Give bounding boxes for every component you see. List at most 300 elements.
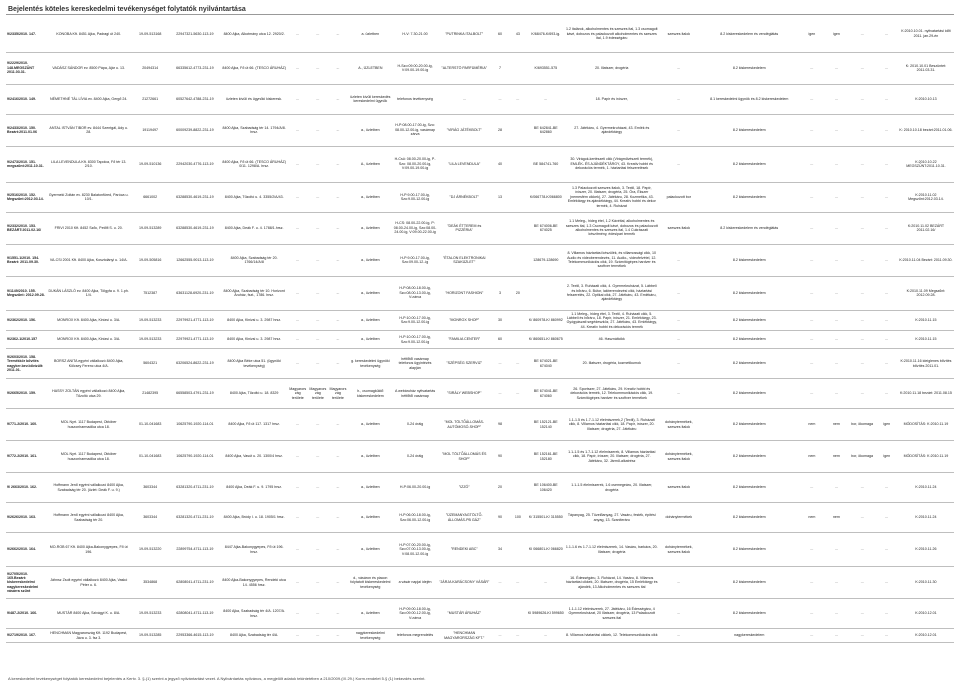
table-cell: H-P:08.00-18.00-ig, Szo:08.00-13.00-ig, V:zárva [393, 276, 438, 310]
table-cell: ... [328, 599, 348, 629]
table-cell: "MUSTÁR ÁRUHÁZ" [437, 599, 491, 629]
table-cell: telefonos megrendelés [393, 629, 438, 643]
table-cell [509, 146, 527, 182]
table-cell: K:2010.12.01 [898, 629, 954, 643]
table-cell: 20 [491, 473, 509, 503]
table-cell: K:2010.12.01 [898, 599, 954, 629]
table-cell: 8400 Ajka, Alkotmány utca 12. 2920/2. [221, 16, 288, 52]
table-cell: 8.2 kiskereskedelem [699, 276, 800, 310]
table-cell: ... [659, 276, 699, 310]
table-cell: 21272661 [131, 84, 169, 114]
table-cell: "LILA LEVENDULA" [437, 146, 491, 182]
table-cell: 9/1551-1/2010. 154. Bezárt: 2011.09.30. [6, 244, 46, 276]
table-cell: ... [328, 409, 348, 441]
table-cell: 22953366-4615-113-19 [169, 629, 220, 643]
table-cell: 7512387 [131, 276, 169, 310]
table-cell: 7 [491, 52, 509, 84]
table-cell: H-CS: 08.00-22.00-ig, P: 08.00-24.00-ig, Szo:08.00-24.00-ig, V:09.00-22.00-ig [393, 212, 438, 244]
table-cell: ... [876, 379, 898, 409]
table-cell: 9/2473/2010. 151. megszűnt:2011.10.31. [6, 146, 46, 182]
table-cell: 19-09-513233 [131, 599, 169, 629]
table-cell: H-V: 7.30-21.00 [393, 16, 438, 52]
table-cell: VADÁSZ SÁNDOR ev. 8500 Pápa, Ajár u. 13. [46, 52, 131, 84]
table-cell: BE 106400-BE 106420 [527, 473, 565, 503]
table-cell: K:2010.11.16 ideiglenes bővítés bővítés 2011.01. [898, 349, 954, 379]
table-cell: ... [849, 349, 876, 379]
table-cell: ... [328, 533, 348, 567]
table-cell: H-P:9.00-17.00-ig, Szo:09.00-12.-ig [393, 244, 438, 276]
table-cell: ... [800, 244, 825, 276]
table-cell: 9/2229/2010. 148.MEGSZŰNT 2011.03.31. [6, 52, 46, 84]
table-cell: bor, ökomaga [849, 409, 876, 441]
table-cell: 1.1 Meleg-, hideg étel, 1.2 Kávéital, alkoholmentes és szeszes ital, 1.3 Csomagolt kávé, dobozos és palackozott alkoholmentes és szeszes ital, 1.4 Cukrászati készítmény, édesipari termék [565, 212, 659, 244]
table-cell: ... [824, 146, 849, 182]
table-cell: 8400 Ajka-Bakonygyepes, Rendeki utca 14. 4556 hrsz. [221, 567, 288, 599]
table-cell: ... [288, 533, 308, 567]
table-cell: K:2010.11.15 [898, 310, 954, 331]
table-cell: a., üzletben [348, 310, 393, 331]
table-cell: ... [288, 146, 308, 182]
table-cell: ... [659, 84, 699, 114]
table-cell: ... [824, 212, 849, 244]
table-cell: K:2010.10.22 MEGSZŰNT:2011.10.31. [898, 146, 954, 182]
table-cell [509, 182, 527, 212]
table-cell: H-P:07.00-20.00-ig, Szo:07.00-13.00-ig, V:08.00-12.00-ig [393, 533, 438, 567]
table-cell: igen [800, 16, 825, 52]
table-cell: 28 [491, 114, 509, 146]
table-cell: ... [876, 503, 898, 533]
register-table-body [6, 16, 954, 643]
table-cell: ... [800, 146, 825, 182]
table-cell [509, 409, 527, 441]
table-cell: K:2010.11.15 [898, 331, 954, 349]
table-cell: a., üzletben [348, 599, 393, 629]
table-row [6, 276, 954, 310]
table-cell [491, 212, 509, 244]
table-cell: "ÉTALON ELEKTRONIKAI SZAKÜZLET" [437, 244, 491, 276]
table-cell: 8.2 kiskereskedelem [699, 533, 800, 567]
table-cell: 01-10-041683 [131, 441, 169, 473]
table-cell: ... [659, 52, 699, 84]
table-cell: 8400 Ajka, Tűzoltó u. 18. 8329 [221, 379, 288, 409]
table-cell: 8.1 kereskedelmi ügynök és 8.2 kiskereskedelem [699, 84, 800, 114]
table-cell: a. üzletben [348, 16, 393, 52]
table-cell: nem [800, 409, 825, 441]
table-cell: ... [849, 533, 876, 567]
table-cell: 19-09-513168 [131, 16, 169, 52]
table-row [6, 310, 954, 331]
table-cell: 9/2603/2010. 158. Termékkör bővítés nagyker.bev.bővízült:2011.01. [6, 349, 46, 379]
table-cell: 8.2 kiskereskedelem és vendéglátás [699, 16, 800, 52]
table-cell: 8.2 kiskereskedelem [699, 182, 800, 212]
table-cell: ... [288, 441, 308, 473]
table-cell: ... [849, 567, 876, 599]
table-row [6, 473, 954, 503]
table-cell: ... [824, 473, 849, 503]
table-cell: 9/2626/2010. 163. [6, 503, 46, 533]
table-cell: ... [800, 114, 825, 146]
table-cell: 66558503-4791-231-19 [169, 379, 220, 409]
table-cell: Hoffmann Jenő egyéni vállalkozó 8400 Ajka, Szabadság tér 20. [46, 503, 131, 533]
table-cell: ... [288, 473, 308, 503]
table-cell: HASSY ZOLTÁN egyéni vállalkozó 8400 Ajka, Tűzoltó utca 29. [46, 379, 131, 409]
table-cell: ... [849, 599, 876, 629]
table-cell: KI 5989626-KI 599650 [527, 599, 565, 629]
table-cell: MOL Nyrt. 1117 Budapest, Október huszonharmadika utca 18. [46, 441, 131, 473]
table-cell: ... [876, 533, 898, 567]
table-cell: 22979921-4771-113-19 [169, 310, 220, 331]
table-cell: 10625790-1920-114-01 [169, 441, 220, 473]
table-cell: ... [659, 114, 699, 146]
table-cell: ... [527, 629, 565, 643]
table-cell: ... [288, 276, 308, 310]
table-cell: ... [288, 599, 308, 629]
table-cell [509, 331, 527, 349]
table-cell [509, 114, 527, 146]
table-row [6, 599, 954, 629]
table-cell: "VIRÁG JÁTÉKBOLT" [437, 114, 491, 146]
table-cell [509, 473, 527, 503]
table-cell: ... [308, 473, 328, 503]
table-cell: 40 [491, 146, 509, 182]
table-cell: ... [328, 473, 348, 503]
table-cell: 16. Édességáru, 3. Ruházat, 14. Vasáru, 8. Villamos háztartási cikkek, 20. Illatszer, drogéria, 15 Emléktárgy és ajándék, 13 Alkoholmentes és szeszes ital [565, 567, 659, 599]
table-cell: ... [849, 146, 876, 182]
table-cell: ... [800, 379, 825, 409]
table-cell: dohánytermékek, szeszes italok [659, 441, 699, 473]
table-cell: ... [308, 533, 328, 567]
table-cell: 1.1-1.5 és 1.7-1.12 élelmiszerek, 8. Villamos háztartási cikk, 18. Papír, írószer, 20. Illatszer, drogéria, 27. Játékáru, 32. Jármű-alkatrész [565, 441, 659, 473]
table-cell: ... [876, 331, 898, 349]
table-cell: ... [824, 52, 849, 84]
table-cell: ... [308, 310, 328, 331]
table-cell: K:2010.11.02 BEZÁRT 2011.02.16/ [898, 212, 954, 244]
table-cell: ... [876, 146, 898, 182]
table-cell: "RENDEKI ABC" [437, 533, 491, 567]
table-cell: ... [800, 629, 825, 643]
table-cell: 3 [491, 276, 509, 310]
table-cell: 1.1-1.5 élelmiszerek, 1.6 csemegeáru, 20. Illatszer, drogéria [565, 473, 659, 503]
table-cell: MÓDOSÍTÁS: K:2010.11.19 [898, 409, 954, 441]
table-cell: ... [288, 629, 308, 643]
table-cell: K/066778-K/066800 [527, 182, 565, 212]
table-cell: 8400 Ajka, Kinizsi u. 3. 2987 hrsz. [221, 310, 288, 331]
table-cell: H-P:10.00-17.00-ig, Szo:9.00-12.00-ig [393, 310, 438, 331]
table-cell: ... [824, 599, 849, 629]
table-cell: 3534868 [131, 567, 169, 599]
table-cell: NÉMETHNÉ TÁL LÍVIA ev. 8400 Ajka, Gergő 24. [46, 84, 131, 114]
table-cell: 66335612-4773-231-19 [169, 52, 220, 84]
table-cell: K: 2010.10.01 Beszüntet: 2011.03.31. [898, 52, 954, 84]
table-cell: ... [849, 310, 876, 331]
table-cell: 30. Virágok-kertészeti cikk (Virágművészeti termék), EMLÉK- ÉS AJÁNDÉKTÁRGY, 43. Kreatív hobbi és dekorációs termék, 1. háztartási felszerelések [565, 146, 659, 182]
table-cell: 9/771-2/2010. 160. [6, 409, 46, 441]
table-cell: 8.2 kiskereskedelem [699, 503, 800, 533]
table-cell: ... [800, 599, 825, 629]
table-cell: ... [849, 182, 876, 212]
table-cell: ... [328, 331, 348, 349]
table-cell: ... [824, 276, 849, 310]
table-cell: ... [328, 244, 348, 276]
table-cell: 9/2662/2010. 164. [6, 533, 46, 567]
table-row [6, 567, 954, 599]
table-cell: 3603344 [131, 473, 169, 503]
table-cell: ... [328, 567, 348, 599]
table-cell: 9/2362-1/2010.157 [6, 331, 46, 349]
table-cell: Magyarország területe [308, 379, 328, 409]
table-cell: ... [328, 349, 348, 379]
table-cell: 9/2719/2010. 167. [6, 629, 46, 643]
table-cell: "IZZÓ" [437, 473, 491, 503]
table-cell: ... [288, 114, 308, 146]
table-row [6, 182, 954, 212]
table-cell: ... [659, 146, 699, 182]
table-cell: a., üzletben [348, 441, 393, 473]
table-cell: ... [509, 84, 527, 114]
table-cell: MO-ROB 67 Kft. 8400 Ajka-Bakonygyepes, Fő út 196. [46, 533, 131, 567]
table-cell: 62808041-4711-231-19 [169, 567, 220, 599]
table-row [6, 16, 954, 52]
table-cell: ... [876, 244, 898, 276]
table-cell: 8.2 kiskereskedelem [699, 244, 800, 276]
table-cell: 20. Illatszer, drogéria [565, 52, 659, 84]
table-cell: ... [437, 84, 491, 114]
table-cell: 1.1-1.12 élelmiszerek, 27. Játékáru, 16 Édességáru, 4 Gyermekruházat, 20 Illatszer, drogéria, 13 Palackozott szeszes ital [565, 599, 659, 629]
table-cell: FRIVI 2010 Kft. 8452 Szőc, Petőfi S. u. 20. [46, 212, 131, 244]
table-cell: igen [876, 409, 898, 441]
table-cell: 19-09-505816 [131, 244, 169, 276]
table-cell: MONROX Kft. 8400 Ajka, Kinizsi u. 3/A. [46, 331, 131, 349]
table-cell: BE 674041-BE 674060 [527, 379, 565, 409]
table-cell: ... [509, 629, 527, 643]
table-cell: "SZÉPSÉG SZERVIZ" [437, 349, 491, 379]
table-cell: ... [659, 310, 699, 331]
table-cell: 8400 Ajka, Vasút u. 20. 1300/4 hrsz. [221, 441, 288, 473]
table-cell: K:2010.11.02 Megszűnt:2012.03.14. [898, 182, 954, 212]
table-cell: 9/2416/2010. 149. [6, 84, 46, 114]
table-cell: ... [800, 182, 825, 212]
table-cell: ... [288, 16, 308, 52]
table-cell: ... [849, 84, 876, 114]
table-cell: 8400 Ajka, Tűzoltó u. 4. 3355/2/A/43. [221, 182, 288, 212]
table-cell: ... [800, 533, 825, 567]
table-cell: 1.3 Palackozott szeszes italok, 3. Textil, 18. Papír, írószer, 20. Illatszer, drogéria, 25. Óra, Ékszer (nemesfém cikkek), 27. Játékáru, 28. Kozmetika, 43. Emléktárgy és ajándéktárgy, 44. Kreatív hobbi és dekor termék, 4. Ruházat [565, 182, 659, 212]
table-cell: ... [876, 629, 898, 643]
table-cell: K:2010.11.26 [898, 533, 954, 567]
table-cell: ... [308, 567, 328, 599]
table-cell: ... [288, 212, 308, 244]
table-cell: a., üzletben [348, 409, 393, 441]
table-cell: a., üzletben [348, 212, 393, 244]
table-cell: ... [824, 533, 849, 567]
table-cell: ... [659, 331, 699, 349]
table-cell: a., üzletben [348, 473, 393, 503]
table-cell: ... [800, 349, 825, 379]
table-cell: 128679-128690 [527, 244, 565, 276]
table-cell [491, 599, 509, 629]
table-cell: ANTAL ISTVÁN TIBOR ev. 8444 Szentgál, Ady u. 28. [46, 114, 131, 146]
table-cell: 01-10-041683 [131, 409, 169, 441]
table-cell: H-Szo:09.00-20.00-ig, V:09.00-19.00-ig [393, 52, 438, 84]
table-cell: 62808041-4711-113-19 [169, 599, 220, 629]
table-cell: szeszes italok [659, 473, 699, 503]
table-cell: 12662555-9013-113-19 [169, 244, 220, 276]
table-cell: ... [288, 567, 308, 599]
table-cell: dohánytermékek, szeszes italok [659, 533, 699, 567]
table-cell: 8400 Ajka, Fő út 66. (TESCO ÁRUHÁZ) 0/11. 1298/A. hrsz. [221, 146, 288, 182]
table-cell [491, 244, 509, 276]
table-cell: nagykereskedelmi tevékenység [348, 629, 393, 643]
table-cell: 60009239-8822-231-19 [169, 114, 220, 146]
table-cell: ... [824, 629, 849, 643]
table-cell: 8.2 kiskereskedelem [699, 567, 800, 599]
table-cell: 1.1-1.5 és 1.7-1.12 élelmiszerek,2 (Textil), 3. Ruházati cikk, 8. Villamos háztartási cikk, 18. Papír, írószer, 20. Illatszer, drogéria, 27. Játékáru [565, 409, 659, 441]
table-cell: 90 [491, 503, 509, 533]
table-cell: ... [288, 331, 308, 349]
table-cell: ... [491, 349, 509, 379]
table-cell [509, 52, 527, 84]
table-cell: ... [308, 441, 328, 473]
table-cell: "SIRÁLY WEBSHOP" [437, 379, 491, 409]
table-cell: DUKÁN LÁSZLÓ ev. 8400 Ajka, Tölgyfa u. 9. 1.ph. 1/4. [46, 276, 131, 310]
table-cell: 0-24 óráig [393, 441, 438, 473]
table-cell: 98 [491, 409, 509, 441]
table-cell: 19-09-513289 [131, 212, 169, 244]
table-cell: 60 [491, 16, 509, 52]
table-cell: 19-09-513285 [131, 629, 169, 643]
table-cell: ... [876, 114, 898, 146]
table-cell: K:2010.11.30 [898, 567, 954, 599]
table-cell: Tápanyag, 25. Tüzelőanyag, 27. Vasáru, festék, építési anyag, 13. Szaniteráru [565, 503, 659, 533]
table-cell: 26. Sportszer, 27. Játékáru, 29. Kreatív hobbi és dekorációs termék, 12. Telekommunikációs cikk, 19. Számítógépes hardver és szoftver termékek [565, 379, 659, 409]
table-cell: "PUTRINKA ITALBOLT" [437, 16, 491, 52]
table-cell: ... [824, 114, 849, 146]
table-cell: 8.2 kiskereskedelem [699, 52, 800, 84]
table-cell: ... [824, 567, 849, 599]
table-row [6, 349, 954, 379]
table-cell: telefonos tevékenység [393, 84, 438, 114]
table-cell: ... [876, 567, 898, 599]
table-cell: üzleten kívüli kereskedés kereskedelmi ügynök [348, 84, 393, 114]
table-cell: ... [308, 212, 328, 244]
table-cell: a vásár napjai idején [393, 567, 438, 599]
table-cell: 22947321-5630-113-19 [169, 16, 220, 52]
table-cell: d., vásáron és piacon folytatott kiskereskedelmi tevékenység [348, 567, 393, 599]
table-cell: ... [659, 599, 699, 629]
table-cell: 46. Használtcikk [565, 331, 659, 349]
table-cell: 8.2 kiskereskedelem [699, 379, 800, 409]
table-cell: ... [824, 349, 849, 379]
table-cell: H-P:10.00-17.00-ig, Szo:9.00-12.00-ig [393, 331, 438, 349]
table-cell: ... [800, 331, 825, 349]
table-cell: ... [491, 379, 509, 409]
table-cell: nem [800, 503, 825, 533]
table-cell: ... [288, 349, 308, 379]
table-cell: ... [288, 84, 308, 114]
register-table [6, 16, 954, 643]
table-cell: 8400 Ajka, Szabadság tér 20. 1766/14/A/8 [221, 244, 288, 276]
table-cell: ... [876, 310, 898, 331]
table-cell: ... [288, 52, 308, 84]
table-cell: BE 674006-BE 674025 [527, 212, 565, 244]
table-cell: ... [876, 599, 898, 629]
table-cell: bor, ökomaga [849, 441, 876, 473]
header-divider [6, 14, 954, 15]
table-cell: ... [308, 146, 328, 182]
table-cell: ... [800, 567, 825, 599]
table-cell: 20. Illatszer, drogéria, kozmetikumok [565, 349, 659, 379]
table-cell: Hoffmann Jenő egyéni vállalkozó 8400 Ajka, Szabadság tér 20. (üzlet: Deák F. u. 9.) [46, 473, 131, 503]
table-cell: üzleten kívüli és ügynöki kiskeresk. [221, 84, 288, 114]
table-cell: 6661002 [131, 182, 169, 212]
table-cell: "ALTERSTÖ PARFÜMÉRIA" [437, 52, 491, 84]
table-cell: ... [328, 629, 348, 643]
table-cell: "MOL TÖLTŐÁLLOMÁS-AUTÓMOSÓ-SHOP" [437, 409, 491, 441]
table-cell: 19-09-513233 [131, 331, 169, 349]
table-row [6, 244, 954, 276]
table-cell [509, 533, 527, 567]
table-cell: ... [659, 567, 699, 599]
table-cell: K/ 860651-K/ 860675 [527, 331, 565, 349]
table-cell: KONOBA Kft. 8451 Ajka, Padragi út 240. [46, 16, 131, 52]
table-cell: K:2010.10.13 [898, 84, 954, 114]
table-cell: 9/2332/2010. 153. BEZÁRT:2011.02.16/ [6, 212, 46, 244]
table-cell: "HENCHMAN MAGYARORSZÁG KFT." [437, 629, 491, 643]
table-cell: 1.1-1.6 és 1.7-1.12 élelmiszerek, 14. Vasáru, barkács, 20. Illatszer, drogéria [565, 533, 659, 567]
table-cell: 43 [509, 16, 527, 52]
table-cell: ... [876, 182, 898, 212]
table-cell: 8.2 kiskereskedelem [699, 310, 800, 331]
table-cell: a., üzletben [348, 331, 393, 349]
table-cell: H-P:06.00-20.00-ig [393, 473, 438, 503]
table-cell: K: 2010.10.18 bezárt:2011.01.06. [898, 114, 954, 146]
table-cell: 9/ 2663/2010. 162. [6, 473, 46, 503]
table-cell: ... [659, 349, 699, 379]
table-cell: 19-09-513220 [131, 533, 169, 567]
table-cell: 8.2 kiskereskedelem [699, 349, 800, 379]
table-cell: "FAMILIA CENTER" [437, 331, 491, 349]
table-cell: h., csomagküldő kiskereskedelem [348, 379, 393, 409]
table-cell: ... [328, 441, 348, 473]
table-cell: 8.2 kiskereskedelem [699, 114, 800, 146]
table-cell: 9/2705/2010. 165.Bezárt: kiskereskedelmi nagykereskedelmi vásárra szűnt [6, 567, 46, 599]
table-cell: K/ 860978-K/ 860992 [527, 310, 565, 331]
table-cell: 8400 Ajka, Szabadság tér 14. 1794/A/8. hrsz. [221, 114, 288, 146]
table-cell: 8400 Ajka Béke utca 51. (ügynöki tevékenység) [221, 349, 288, 379]
table-cell: ... [800, 310, 825, 331]
table-cell: nem [800, 441, 825, 473]
table-cell: ... [328, 114, 348, 146]
table-cell: ... [288, 409, 308, 441]
table-cell: ... [527, 567, 565, 599]
table-cell: BE 674021-BE 674040 [527, 349, 565, 379]
table-cell: 2. Textil, 3. Ruházati cikk, 4. Gyermekruházat, 5. Lábbeli és bőráru, 6. Bútor, lakberendezési cikk, háztartási felszerelés, 22. Optikai cikk, 27. Játékáru, 43. Emlékáru, ajándéktárgy [565, 276, 659, 310]
table-cell: MUSTÁR 8400 Ajka, Szivágyi K. u. 8/A. [46, 599, 131, 629]
table-row [6, 212, 954, 244]
table-cell: 63288530-4619-231-19 [169, 182, 220, 212]
table-cell: HENCHMAN Magyarország Kft. 1192 Budapest, Jáva u. 3. fsz 3. [46, 629, 131, 643]
table-cell: ... [308, 16, 328, 52]
table-cell: 8.2 kiskereskedelem [699, 599, 800, 629]
table-cell: nem [824, 503, 849, 533]
table-cell: ... [308, 629, 328, 643]
table-cell: VA-CSI 2001 Kft. 8400 Ajka, Kosztolányi u. 14/A. [46, 244, 131, 276]
table-cell: ... [308, 244, 328, 276]
table-cell: 8.2 kiskereskedelem [699, 331, 800, 349]
table-cell: "JÁRJA KARÁCSONY VÁSÁR" [437, 567, 491, 599]
table-cell: K:2010.11.24 [898, 503, 954, 533]
table-cell: 9/2433/2010. 150. Bezárt:2011.01.06 [6, 114, 46, 146]
